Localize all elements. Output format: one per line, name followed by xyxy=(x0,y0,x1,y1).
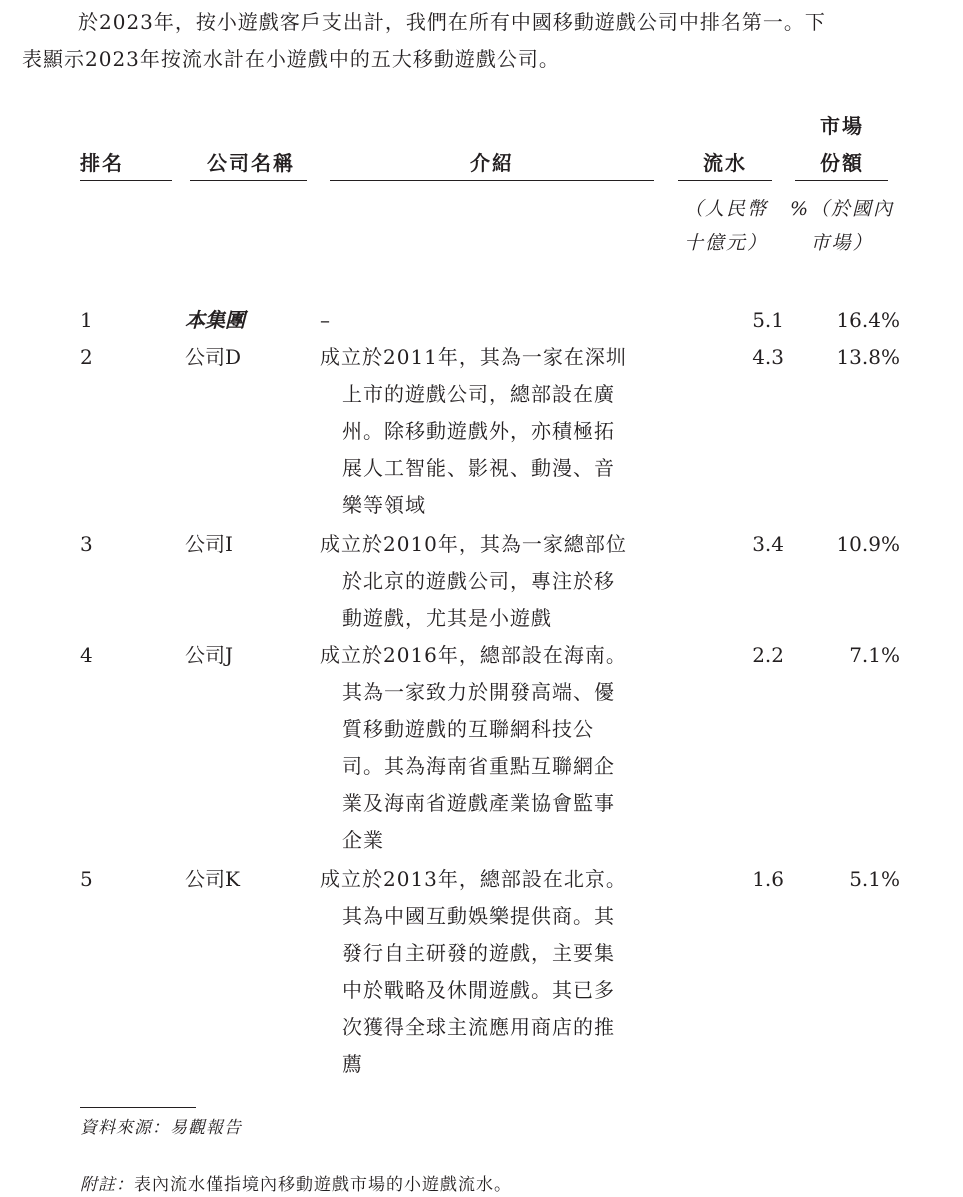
row-rank: 2 xyxy=(80,345,93,369)
row-description-line: 次獲得全球主流應用商店的推 xyxy=(342,1015,615,1039)
row-description-line: 成立於2013年，總部設在北京。 xyxy=(320,867,627,891)
footnote xyxy=(80,1170,512,1195)
header-rank: 排名 xyxy=(80,151,124,175)
unit-share-1: %（於國內 xyxy=(789,198,895,220)
header-rule-rank xyxy=(80,180,172,181)
intro-line-2: 表顯示2023年按流水計在小遊戲中的五大移動遊戲公司。 xyxy=(22,47,560,71)
row-rank: 5 xyxy=(80,867,93,891)
row-description-line: 成立於2011年，其為一家在深圳 xyxy=(320,345,627,369)
row-description-line: 企業 xyxy=(342,828,384,852)
intro-paragraph xyxy=(22,4,922,78)
header-revenue: 流水 xyxy=(703,151,747,175)
source-text: 資料來源：易觀報告 xyxy=(80,1118,242,1138)
header-rule-revenue xyxy=(678,180,772,181)
header-rule-company xyxy=(190,180,307,181)
row-description-line: 上市的遊戲公司，總部設在廣 xyxy=(342,382,615,406)
row-description-line: 薦 xyxy=(342,1052,363,1076)
unit-revenue-2: 十億元） xyxy=(683,232,768,254)
row-description-line: 動遊戲，尤其是小遊戲 xyxy=(342,606,552,630)
row-revenue: 5.1 xyxy=(752,308,784,332)
footnote-text: 表內流水僅指境內移動遊戲市場的小遊戲流水。 xyxy=(134,1175,512,1195)
row-description xyxy=(320,637,670,859)
unit-revenue-1: （人民幣 xyxy=(683,198,768,220)
row-description-line: 質移動遊戲的互聯網科技公 xyxy=(342,717,594,741)
row-company: 公司J xyxy=(185,643,234,667)
row-company: 公司I xyxy=(185,532,233,556)
header-intro: 介紹 xyxy=(470,151,514,175)
row-share: 7.1% xyxy=(849,643,900,667)
row-description-line: 中於戰略及休閒遊戲。其已多 xyxy=(342,978,615,1002)
row-description-line: 業及海南省遊戲產業協會監事 xyxy=(342,791,615,815)
row-description xyxy=(320,339,670,524)
intro-line-1: 於2023年，按小遊戲客戶支出計，我們在所有中國移動遊戲公司中排名第一。下 xyxy=(78,10,826,34)
row-revenue: 4.3 xyxy=(752,345,784,369)
footnote-label: 附註： xyxy=(80,1175,134,1195)
row-description-line: 於北京的遊戲公司，專注於移 xyxy=(342,569,615,593)
row-share: 13.8% xyxy=(836,345,900,369)
row-description-line: 其為一家致力於開發高端、優 xyxy=(342,680,615,704)
row-revenue: 2.2 xyxy=(752,643,784,667)
row-description xyxy=(320,302,670,339)
row-rank: 3 xyxy=(80,532,93,556)
row-description-line: 成立於2016年，總部設在海南。 xyxy=(320,643,627,667)
row-description-line: 發行自主研發的遊戲，主要集 xyxy=(342,941,615,965)
header-rule-share xyxy=(795,180,888,181)
row-revenue: 1.6 xyxy=(752,867,784,891)
row-rank: 4 xyxy=(80,643,93,667)
row-description xyxy=(320,526,670,637)
row-description-line: 成立於2010年，其為一家總部位 xyxy=(320,532,627,556)
row-rank: 1 xyxy=(80,308,93,332)
row-description-line: 其為中國互動娛樂提供商。其 xyxy=(342,904,615,928)
row-company: 公司K xyxy=(185,867,240,891)
header-rule-intro xyxy=(330,180,654,181)
header-company: 公司名稱 xyxy=(207,151,295,175)
source-note xyxy=(80,1113,242,1138)
row-description-line: 樂等領域 xyxy=(342,493,426,517)
row-share: 10.9% xyxy=(836,532,900,556)
row-revenue: 3.4 xyxy=(752,532,784,556)
row-description xyxy=(320,861,670,1083)
source-rule xyxy=(80,1107,196,1108)
row-share: 16.4% xyxy=(836,308,900,332)
row-share: 5.1% xyxy=(849,867,900,891)
header-share: 份額 xyxy=(820,151,864,175)
row-company: 本集團 xyxy=(185,308,245,332)
header-share-top: 市場 xyxy=(820,114,864,138)
unit-share-2: 市場） xyxy=(810,232,874,254)
row-company: 公司D xyxy=(185,345,242,369)
row-description-line: 展人工智能、影視、動漫、音 xyxy=(342,456,615,480)
row-description-line: – xyxy=(320,308,331,332)
row-description-line: 州。除移動遊戲外，亦積極拓 xyxy=(342,419,615,443)
row-description-line: 司。其為海南省重點互聯網企 xyxy=(342,754,615,778)
